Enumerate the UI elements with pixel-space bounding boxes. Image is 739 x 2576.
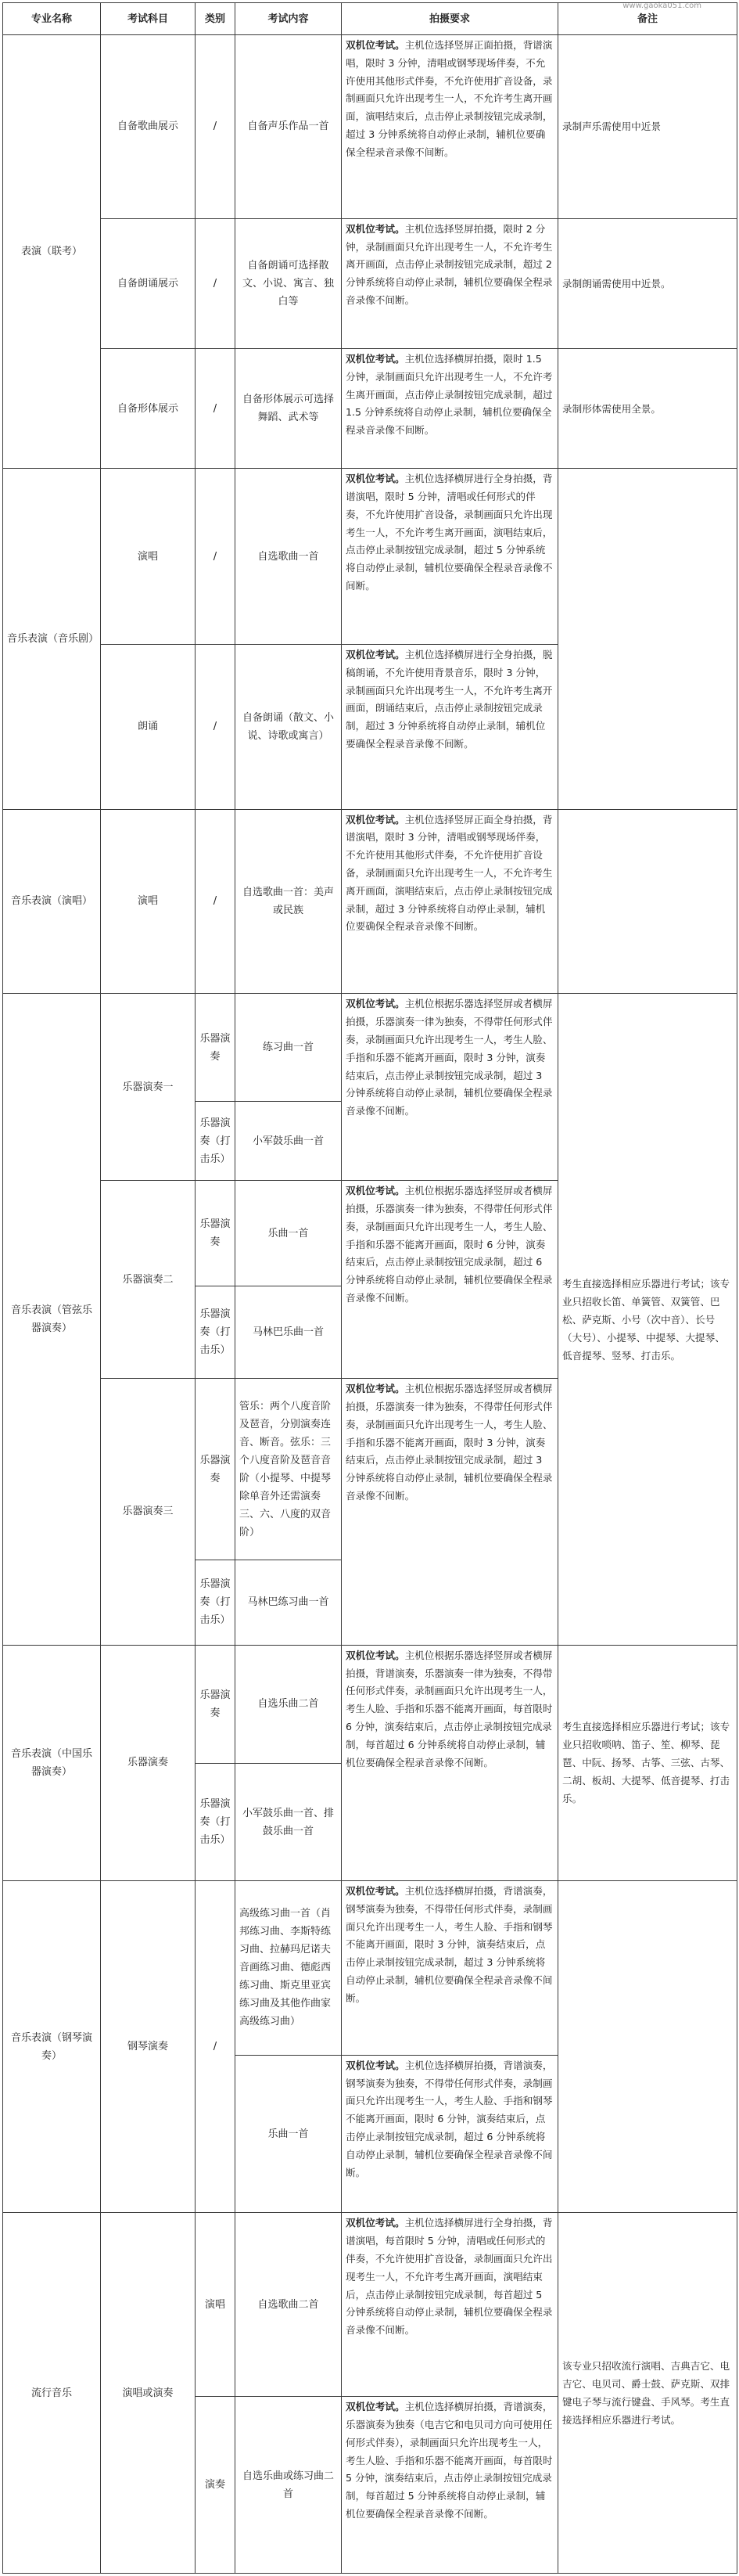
table-row: [3, 809, 737, 994]
requirement-text: 主机位选择横屏进行全身拍摄，背谱演唱，限时 5 分钟，清唱或任何形式的伴奏，不允许使用扩音设备，录制画面只允许出现考生一人，不允许考生离开画面，演唱结束后，点击停止录制按钮完成录制，超过 5 分钟系统将自动停止录制，辅机位要确保全程录音录像不间断。: [346, 473, 553, 592]
category-cell: /: [196, 1881, 235, 2213]
subject-cell: 自备朗诵展示: [101, 218, 196, 348]
table-row: [3, 1645, 737, 1763]
table-row: [3, 994, 737, 1102]
dual-camera-label: 双机位考试。: [346, 353, 405, 365]
category-cell: 乐器演奏（打击乐）: [196, 1560, 235, 1645]
subject-cell: 钢琴演奏: [101, 1881, 196, 2213]
content-cell: 小军鼓乐曲一首: [235, 1102, 342, 1181]
requirement-cell: [342, 218, 558, 348]
watermark: www.gaoka051.com: [622, 2, 701, 10]
dual-camera-label: 双机位考试。: [346, 648, 405, 660]
dual-camera-label: 双机位考试。: [346, 2217, 405, 2229]
content-cell: 管乐：两个八度音阶及琶音，分别演奏连音、断音。弦乐：三个八度音阶及琶音音阶（小提琴、中提琴除单音外还需演奏三、六、八度的双音阶）: [235, 1379, 342, 1560]
table-row: [3, 218, 737, 348]
category-cell: /: [196, 218, 235, 348]
requirement-cell: [342, 1379, 558, 1646]
note-cell-empty: [558, 469, 737, 809]
dual-camera-label: 双机位考试。: [346, 39, 405, 51]
requirement-text: 主机位根据乐器选择竖屏或者横屏拍摄，乐器演奏一律为独奏，不得带任何形式伴奏，录制画面只允许出现考生一人，考生人脸、手指和乐器不能离开画面，限时 6 分钟，演奏结束后，点击停止录制按钮完成录制，超过 6 分钟系统将自动停止录制，辅机位要确保全程录音录像不间断。: [346, 1185, 553, 1304]
category-cell: 演唱: [196, 2213, 235, 2397]
content-cell: 自备声乐作品一首: [235, 35, 342, 219]
category-cell: 乐器演奏: [196, 1645, 235, 1763]
requirement-text: 主机位选择竖屏正面全身拍摄，背谱演唱，限时 3 分钟，清唱或钢琴现场伴奏，不允许使用其他形式伴奏，不允许使用扩音设备，录制画面只允许出现考生一人，不允许考生离开画面，演唱结束后，点击停止录制按钮完成录制，超过 3 分钟系统将自动停止录制，辅机位要确保全程录音录像不间断。: [346, 813, 553, 933]
requirement-text: 主机位根据乐器选择竖屏或者横屏拍摄，乐器演奏一律为独奏，不得带任何形式伴奏，录制画面只允许出现考生一人，考生人脸、手指和乐器不能离开画面，限时 3 分钟，演奏结束后，点击停止录制按钮完成录制，超过 3 分钟系统将自动停止录制，辅机位要确保全程录音录像不间断。: [346, 1383, 553, 1502]
requirement-cell: [342, 1645, 558, 1880]
subject-cell: 乐器演奏: [101, 1645, 196, 1880]
subject-cell: 自备形体展示: [101, 349, 196, 469]
subject-cell: 乐器演奏三: [101, 1379, 196, 1646]
subject-cell: 演唱或演奏: [101, 2213, 196, 2574]
dual-camera-label: 双机位考试。: [346, 2401, 405, 2413]
requirement-cell: [342, 349, 558, 469]
header-major: 专业名称: [3, 3, 101, 35]
major-cell: 音乐表演（钢琴演奏）: [3, 1881, 101, 2213]
note-cell: 考生直接选择相应乐器进行考试；该专业只招收唢呐、笛子、笙、柳琴、琵琶、中阮、扬琴、古筝、三弦、古琴、二胡、板胡、大提琴、低音提琴、打击乐。: [558, 1645, 737, 1880]
category-cell: 乐器演奏: [196, 1379, 235, 1560]
category-cell: /: [196, 809, 235, 994]
subject-cell: 乐器演奏一: [101, 994, 196, 1181]
content-cell: 自选歌曲一首: [235, 469, 342, 645]
category-cell: /: [196, 644, 235, 809]
content-cell: 自备形体展示可选择舞蹈、武术等: [235, 349, 342, 469]
category-cell: /: [196, 469, 235, 645]
requirement-text: 主机位选择横屏拍摄，背谱演奏，钢琴演奏为独奏，不得带任何形式伴奏，录制画面只允许出现考生一人，考生人脸、手指和钢琴不能离开画面，限时 6 分钟，演奏结束后，点击停止录制按钮完成录制，超过 6 分钟系统将自动停止录制，辅机位要确保全程录音录像不间断。: [346, 2059, 553, 2178]
requirement-text: 主机位选择竖屏正面拍摄，背谱演唱，限时 3 分钟，清唱或钢琴现场伴奏，不允许使用其他形式伴奏，不允许使用扩音设备，录制画面只允许出现考生一人，不允许考生离开画面，演唱结束后，点击停止录制按钮完成录制，超过 3 分钟系统将自动停止录制，辅机位要确保全程录音录像不间断。: [346, 39, 553, 158]
subject-cell: 自备歌曲展示: [101, 35, 196, 219]
requirement-text: 主机位选择横屏进行全身拍摄，脱稿朗诵，不允许使用背景音乐，限时 3 分钟，录制画面只允许出现考生一人，不允许考生离开画面，朗诵结束后，点击停止录制按钮完成录制，超过 3 分钟系统将自动停止录制，辅机位要确保全程录音录像不间断。: [346, 648, 553, 750]
note-cell: 考生直接选择相应乐器进行考试；该专业只招收长笛、单簧管、双簧管、巴松、萨克斯、小号（次中音）、长号（大号）、小提琴、中提琴、大提琴、低音提琴、竖琴、打击乐。: [558, 994, 737, 1645]
subject-cell: 朗诵: [101, 644, 196, 809]
requirement-cell: [342, 644, 558, 809]
category-cell: 乐器演奏（打击乐）: [196, 1763, 235, 1880]
requirement-cell: [342, 1881, 558, 2056]
content-cell: 马林巴乐曲一首: [235, 1286, 342, 1379]
major-cell: 音乐表演（中国乐器演奏）: [3, 1645, 101, 1880]
content-cell: 高级练习曲一首（肖邦练习曲、李斯特练习曲、拉赫玛尼诺夫音画练习曲、德彪西练习曲、斯克里亚宾练习曲及其他作曲家高级练习曲）: [235, 1881, 342, 2056]
category-cell: 乐器演奏（打击乐）: [196, 1102, 235, 1181]
dual-camera-label: 双机位考试。: [346, 1185, 405, 1197]
major-cell: 音乐表演（音乐剧）: [3, 469, 101, 809]
dual-camera-label: 双机位考试。: [346, 1885, 405, 1898]
category-cell: 演奏: [196, 2397, 235, 2574]
requirement-text: 主机位选择横屏拍摄，限时 1.5 分钟，录制画面只允许出现考生一人，不允许考生离开画面，点击停止录制按钮完成录制，超过 1.5 分钟系统将自动停止录制，辅机位要确保全程录音录像不间断。: [346, 353, 553, 437]
note-cell: 录制声乐需使用中近景: [558, 35, 737, 219]
header-note: 备注: [558, 3, 737, 35]
subject-cell: 演唱: [101, 809, 196, 994]
requirement-text: 主机位根据乐器选择竖屏或者横屏拍摄，乐器演奏一律为独奏，不得带任何形式伴奏，录制画面只允许出现考生一人，考生人脸、手指和乐器不能离开画面，限时 3 分钟，演奏结束后，点击停止录制按钮完成录制，超过 3 分钟系统将自动停止录制，辅机位要确保全程录音录像不间断。: [346, 998, 553, 1117]
dual-camera-label: 双机位考试。: [346, 998, 405, 1010]
content-cell: 自选歌曲一首：美声或民族: [235, 809, 342, 994]
category-cell: 乐器演奏: [196, 1181, 235, 1286]
note-cell-empty: [558, 809, 737, 994]
requirement-cell: [342, 35, 558, 219]
requirement-cell: [342, 2397, 558, 2574]
subject-cell: 乐器演奏二: [101, 1181, 196, 1379]
content-cell: 小军鼓乐曲一首、排鼓乐曲一首: [235, 1763, 342, 1880]
header-content: 考试内容: [235, 3, 342, 35]
table-row: [3, 349, 737, 469]
dual-camera-label: 双机位考试。: [346, 222, 405, 235]
table-row: [3, 2213, 737, 2397]
note-cell: 录制形体需使用全景。: [558, 349, 737, 469]
requirement-cell: [342, 1181, 558, 1379]
requirement-cell: [342, 469, 558, 645]
dual-camera-label: 双机位考试。: [346, 473, 405, 485]
dual-camera-label: 双机位考试。: [346, 2059, 405, 2071]
major-cell: 表演（联考）: [3, 35, 101, 469]
table-row: [3, 469, 737, 645]
requirement-text: 主机位选择横屏拍摄，背谱演奏，钢琴演奏为独奏，不得带任何形式伴奏，录制画面只允许出现考生一人，考生人脸、手指和钢琴不能离开画面，限时 3 分钟，演奏结束后，点击停止录制按钮完成录制，超过 3 分钟系统将自动停止录制，辅机位要确保全程录音录像不间断。: [346, 1885, 553, 2004]
table-row: [3, 1881, 737, 2056]
requirement-text: 主机位根据乐器选择竖屏或者横屏拍摄，背谱演奏，乐器演奏一律为独奏，不得带任何形式伴奏，录制画面只允许出现考生一人，考生人脸、手指和乐器不能离开画面，每首限时 6 分钟，演奏结束后，点击停止录制按钮完成录制，每首超过 6 分钟系统将自动停止录制，辅机位要确保全程录音录像不间断。: [346, 1649, 553, 1768]
requirement-cell: [342, 809, 558, 994]
requirement-text: 主机位选择横屏进行全身拍摄，背谱演唱，每首限时 5 分钟，清唱或任何形式的伴奏，不允许使用扩音设备，录制画面只允许出现考生一人，不允许考生离开画面，演唱结束后，点击停止录制按钮完成录制，每首超过 5 分钟系统将自动停止录制，辅机位要确保全程录音录像不间断。: [346, 2217, 553, 2337]
content-cell: 自备朗诵（散文、小说、诗歌或寓言）: [235, 644, 342, 809]
header-subject: 考试科目: [101, 3, 196, 35]
content-cell: 练习曲一首: [235, 994, 342, 1102]
category-cell: 乐器演奏（打击乐）: [196, 1286, 235, 1379]
category-cell: /: [196, 349, 235, 469]
major-cell: 音乐表演（演唱）: [3, 809, 101, 994]
content-cell: 自选歌曲二首: [235, 2213, 342, 2397]
note-cell: 录制朗诵需使用中近景。: [558, 218, 737, 348]
table-header-row: [3, 3, 737, 35]
major-cell: 流行音乐: [3, 2213, 101, 2574]
category-cell: /: [196, 35, 235, 219]
content-cell: 乐曲一首: [235, 1181, 342, 1286]
table-row: [3, 35, 737, 219]
exam-requirements-table: [2, 2, 737, 2574]
note-cell: 该专业只招收流行演唱、吉典吉它、电吉它、电贝司、爵士鼓、萨克斯、双排键电子琴与流行键盘、手风琴。考生直接选择相应乐器进行考试。: [558, 2213, 737, 2574]
content-cell: 自选乐曲或练习曲二首: [235, 2397, 342, 2574]
requirement-text: 主机位选择竖屏拍摄，限时 2 分钟，录制画面只允许出现考生一人，不允许考生离开画面，点击停止录制按钮完成录制，超过 2 分钟系统将自动停止录制，辅机位要确保全程录音录像不间断。: [346, 222, 553, 306]
dual-camera-label: 双机位考试。: [346, 1649, 405, 1661]
content-cell: 自选乐曲二首: [235, 1645, 342, 1763]
content-cell: 自备朗诵可选择散文、小说、寓言、独白等: [235, 218, 342, 348]
content-cell: 马林巴练习曲一首: [235, 1560, 342, 1645]
dual-camera-label: 双机位考试。: [346, 1383, 405, 1395]
category-cell: 乐器演奏: [196, 994, 235, 1102]
note-cell-empty: [558, 1881, 737, 2213]
content-cell: 乐曲一首: [235, 2055, 342, 2213]
dual-camera-label: 双机位考试。: [346, 813, 405, 826]
header-category: 类别: [196, 3, 235, 35]
requirement-cell: [342, 2055, 558, 2213]
requirement-text: 主机位选择横屏拍摄，背谱演奏，乐器演奏为独奏（电吉它和电贝司方向可使用任何形式伴奏），录制画面只允许出现考生一人，考生人脸、手指和乐器不能离开画面，每首限时 5 分钟，演奏结束后，点击停止录制按钮完成录制，每首超过 5 分钟系统将自动停止录制，辅机位要确保全程录音录像不间断。: [346, 2401, 553, 2520]
subject-cell: 演唱: [101, 469, 196, 645]
requirement-cell: [342, 994, 558, 1181]
major-cell: 音乐表演（管弦乐器演奏）: [3, 994, 101, 1645]
header-requirement: 拍摄要求: [342, 3, 558, 35]
requirement-cell: [342, 2213, 558, 2397]
